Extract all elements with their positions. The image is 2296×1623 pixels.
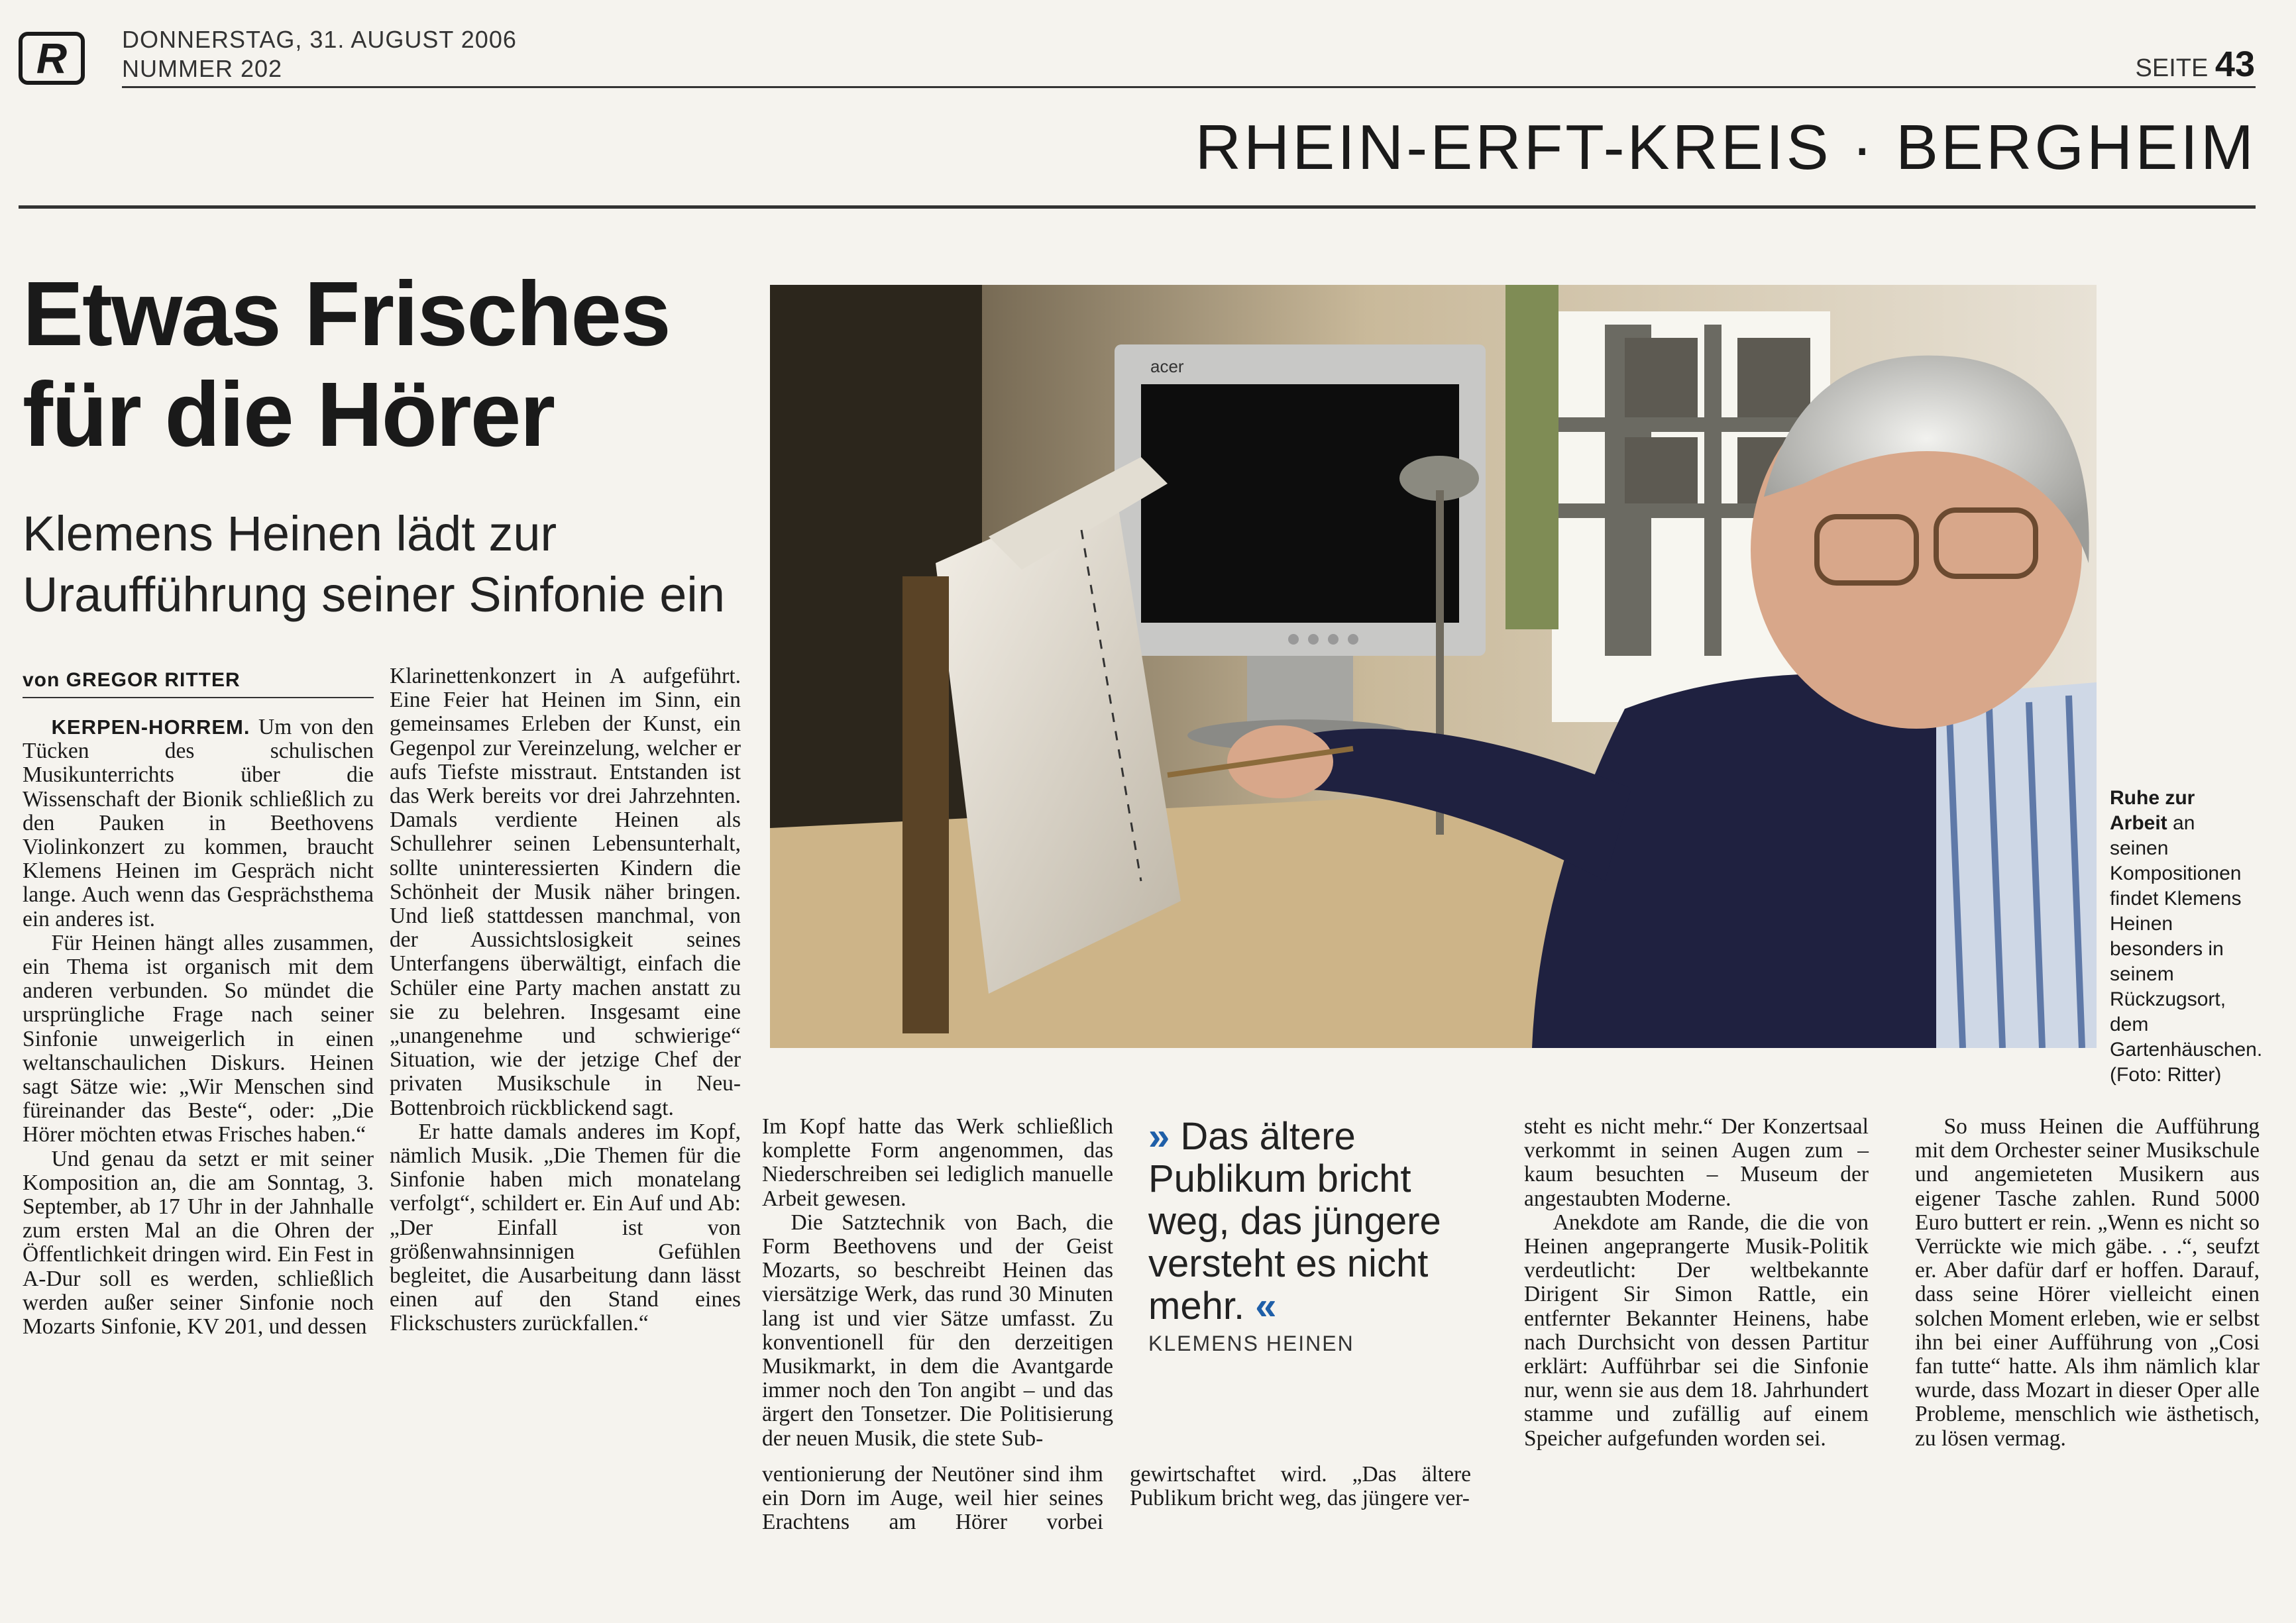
article-photo: [770, 285, 2097, 1048]
caption-lead: Ruhe zur Arbeit: [2110, 787, 2195, 834]
page-number: [2136, 44, 2255, 85]
dateline: [122, 25, 517, 83]
subheadline-line-1: Klemens Heinen lädt zur: [23, 506, 557, 561]
photo-illustration: [770, 285, 2097, 1048]
article-column-5: [1915, 1115, 2260, 1451]
headline-line-1: Etwas Frisches: [23, 263, 670, 365]
section-title: RHEIN-ERFT-KREIS · BERGHEIM: [1195, 112, 2256, 183]
issue-date: DONNERSTAG, 31. AUGUST 2006: [122, 26, 517, 53]
headline: [23, 264, 778, 465]
page-number-value: 43: [2214, 44, 2255, 84]
paragraph: steht es nicht mehr.“ Der Konzertsaal verkommt in seinen Augen zum – kaum besuchten – Museum der angestaubten Moderne.: [1524, 1114, 1869, 1211]
photo-caption: [2110, 786, 2263, 1088]
monitor-brand: acer: [1150, 356, 1184, 376]
pull-quote: [1148, 1116, 1493, 1328]
quote-open-mark: »: [1148, 1115, 1170, 1158]
byline: von GREGOR RITTER: [23, 669, 241, 691]
paragraph: Klarinettenkonzert in A aufgeführt. Eine Feier hat Heinen im Sinn, ein gemeinsames Erleben der Kunst, ein Gegenpol zur Vereinzelung, welcher er aufs Tiefste misstraut. Entstanden ist das Werk bereits vor drei Jahrzehnten. Damals verdiente Heinen als Schullehrer seinen Lebensunterhalt, sollte uninteressierten Kindern die Schönheit der Musik näher bringen. Und ließ stattdessen manchmal, von der Aussichtslosigkeit seines Unterfangens überwältigt, einfach die Schüler eine Party machen anstatt zu sie zu belehren. Insgesamt eine „unangenehme und schwierige“ Situation, wie der jetzige Chef der privaten Musikschule in Neu-Bottenbroich rückblickend sagt.: [390, 664, 741, 1120]
quote-close-mark: «: [1255, 1284, 1277, 1328]
article-column-1: [23, 715, 374, 1339]
subheadline: [23, 503, 778, 625]
paragraph-text: Um von den Tücken des schulischen Musikunterrichts über die Wissenschaft der Bionik schließlich zu den Pauken in Beethovens Violinkonzert zu kommen, braucht Klemens Heinen im Gespräch nicht lange. Auch wenn das Gesprächsthema ein anderes ist.: [23, 715, 374, 931]
quote-text: Das ältere Publikum bricht weg, das jüngere versteht es nicht mehr.: [1148, 1115, 1441, 1328]
paragraph: Die Satztechnik von Bach, die Form Beethovens und der Geist Mozarts, so beschreibt Heinen das viersätzige Werk, das rund 30 Minuten lang ist und vier Sätze umfasst. Zu konventionell für den derzeitigen Musikmarkt, in dem die Avantgarde immer noch den Ton angibt – und das ärgert den Tonsetzer. Die Politisierung der neuen Musik, die stete Sub-: [762, 1210, 1113, 1451]
paragraph: Für Heinen hängt alles zusammen, ein Thema ist organisch mit dem anderen verbunden. So mündet die ursprüngliche Frage nach seiner Sinfonie unweigerlich in einen weltanschaulichen Diskurs. Heinen sagt Sätze wie: „Wir Menschen sind füreinander das Beste“, oder: „Die Hörer möchten etwas Frisches haben.“: [23, 930, 374, 1147]
article-column-4: [1524, 1115, 1869, 1451]
paragraph: Anekdote am Rande, die die von Heinen angeprangerte Musik-Politik verdeutlicht: Der weltbekannte Dirigent Sir Simon Rattle, ein entfernter Bekannter Heinens, habe nach Durchsicht von dessen Partitur erklärt: Aufführbar sei die Sinfonie nur, wenn sie aus dem 18. Jahrhundert stamme und zufällig auf einem Speicher aufgefunden worden sei.: [1524, 1210, 1869, 1451]
article-column-2: [390, 664, 741, 1336]
section-rule: [19, 205, 2256, 209]
paragraph: So muss Heinen die Aufführung mit dem Orchester seiner Musikschule und angemieteten Musikern aus eigener Tasche zahlen. Rund 5000 Euro buttert er rein. „Wenn es nicht so Verrückte wie mich gäbe. . .“, seufzt er. Aber dafür darf er hoffen. Darauf, dass seine Hörer vielleicht einen solchen Moment erleben, wie er selbst ihn bei einer Aufführung von „Cosi fan tutte“ hatte. Als ihm nämlich klar wurde, dass Mozart in dieser Oper alle Probleme, menschlich wie ästhetisch, zu lösen vermag.: [1915, 1114, 2260, 1451]
photo-credit: (Foto: Ritter): [2110, 1064, 2222, 1086]
byline-rule: [23, 697, 374, 698]
paragraph: Und genau da setzt er mit seiner Komposition an, die am Sonntag, 3. September, ab 17 Uhr in der Jahnhalle zum ersten Mal an die Ohren der Öffentlichkeit dringen wird. Ein Fest in A-Dur soll es werden, schließlich werden außer seiner Sinfonie noch Mozarts Sinfonie, KV 201, und dessen: [23, 1146, 374, 1339]
page-label: SEITE: [2135, 54, 2209, 82]
caption-text: an seinen Kompositionen findet Klemens Heinen besonders in seinem Rückzugsort, dem Gartenhäuschen.: [2110, 812, 2263, 1061]
paragraph: Im Kopf hatte das Werk schließlich komplette Form angenommen, das Niederschreiben sei lediglich manuelle Arbeit gewesen.: [762, 1114, 1113, 1211]
paragraph: [23, 715, 374, 931]
quote-author: KLEMENS HEINEN: [1148, 1332, 1354, 1355]
paragraph: Er hatte damals anderes im Kopf, nämlich Musik. „Die Themen für die Sinfonie haben mich monatelang verfolgt“, schildert er. Ein Auf und Ab: „Der Einfall ist von größenwahnsinnigen Gefühlen begleitet, die Ausarbeitung dann lässt einen auf den Stand eines Flickschusters zurückfallen.“: [390, 1119, 741, 1336]
headline-line-2: für die Hörer: [23, 364, 555, 466]
paragraph: ventionierung der Neutöner sind ihm ein Dorn im Auge, weil hier seines Erachtens am Hörer vorbei gewirtschaftet wird. „Das ältere Publikum bricht weg, das jüngere ver-: [762, 1462, 1471, 1535]
issue-number: NUMMER 202: [122, 55, 283, 82]
header-rule: [122, 86, 2256, 88]
dateline-place: KERPEN-HORREM.: [51, 715, 250, 739]
article-column-3: [762, 1115, 1113, 1451]
subheadline-line-2: Uraufführung seiner Sinfonie ein: [23, 567, 725, 622]
newspaper-logo: R: [19, 32, 85, 85]
article-column-3-continuation: [762, 1463, 1471, 1535]
